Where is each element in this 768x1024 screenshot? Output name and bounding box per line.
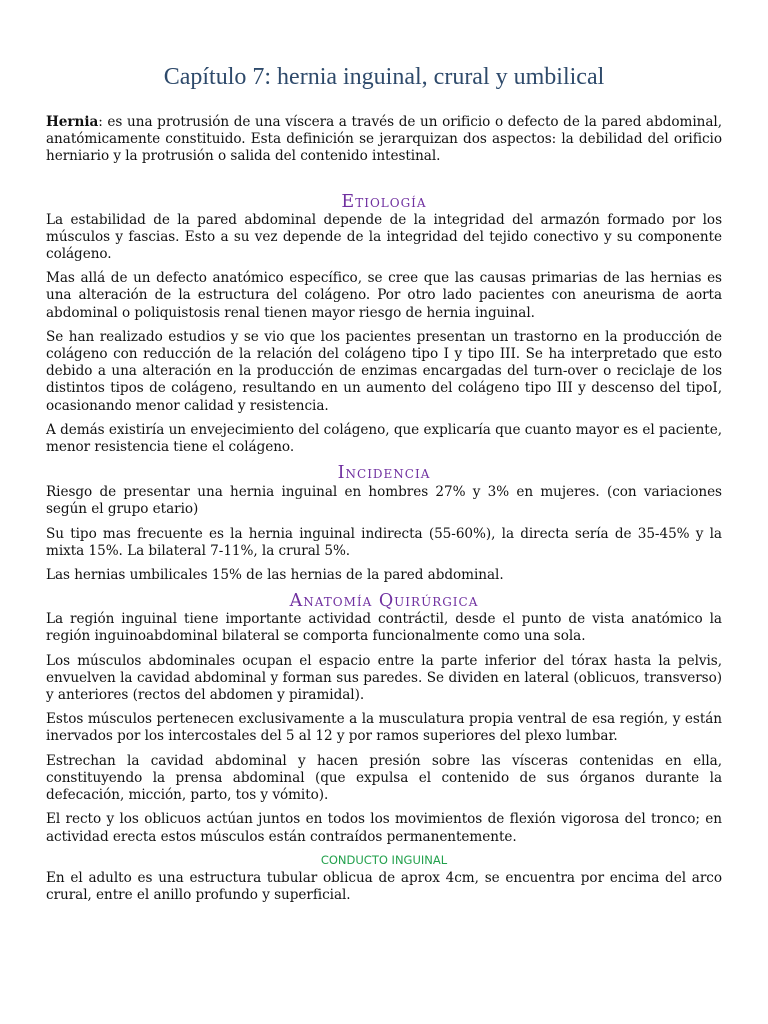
paragraph: El recto y los oblicuos actúan juntos en todos los movimientos de flexión vigorosa del tronco; en actividad erecta estos músculos están contraídos permanentemente. (46, 811, 722, 845)
paragraph: Su tipo mas frecuente es la hernia inguinal indirecta (55-60%), la directa sería de 35-45% y la mixta 15%. La bilateral 7-11%, la crural 5%. (46, 525, 722, 559)
paragraph: Se han realizado estudios y se vio que los pacientes presentan un trastorno en la producción de colágeno con reducción de la relación del colágeno tipo I y tipo III. Se ha interpretado que esto debido a una alteración en la producción de enzimas encargadas del turn-over o reciclaje de los distintos tipos de colágeno, resultando en un aumento del colágeno tipo III y descenso del tipoI, ocasionando menor calidad y resistencia. (46, 328, 722, 414)
paragraph: Las hernias umbilicales 15% de las hernias de la pared abdominal. (46, 567, 504, 584)
paragraph: Los músculos abdominales ocupan el espacio entre la parte inferior del tórax hasta la pelvis, envuelven la cavidad abdominal y forman sus paredes. Se dividen en lateral (oblicuos, transverso) y anteriores (rectos del abdomen y piramidal). (46, 652, 722, 704)
paragraph: En el adulto es una estructura tubular oblicua de aprox 4cm, se encuentra por encima del arco crural, entre el anillo profundo y superficial. (46, 869, 722, 903)
page-title: Capítulo 7: hernia inguinal, crural y umbilical (163, 64, 605, 90)
paragraph: La estabilidad de la pared abdominal depende de la integridad del armazón formado por los músculos y fascias. Esto a su vez depende de la integridad del tejido conectivo y su componente colágeno. (46, 211, 722, 263)
document-page (46, 62, 722, 911)
section-heading-anatomia: Anatomía Quirúrgica (289, 591, 479, 612)
paragraph: Estrechan la cavidad abdominal y hacen presión sobre las vísceras contenidas en ella, constituyendo la prensa abdominal (que expulsa el contenido de sus órganos durante la defecación, micción, parto, tos y vómito). (46, 752, 722, 804)
paragraph: La región inguinal tiene importante actividad contráctil, desde el punto de vista anatómico la región inguinoabdominal bilateral se comporta funcionalmente como una sola. (46, 611, 722, 645)
paragraph: Riesgo de presentar una hernia inguinal en hombres 27% y 3% en mujeres. (con variaciones según el grupo etario) (46, 484, 722, 518)
paragraph: Mas allá de un defecto anatómico específico, se cree que las causas primarias de las hernias es una alteración de la estructura del colágeno. Por otro lado pacientes con aneurisma de aorta abdominal o poliquistosis renal tienen mayor riesgo de hernia inguinal. (46, 270, 722, 321)
intro-paragraph (46, 114, 722, 166)
intro-text: : es una protrusión de una víscera a través de un orificio o defecto de la pared abdominal, anatómicamente constituido. Esta definición se jerarquizan dos aspectos: la debilidad del orificio herniario y la protrusión o salida del contenido intestinal. (46, 114, 722, 165)
intro-term: Hernia (46, 114, 99, 130)
section-heading-etiologia: Etiología (341, 191, 427, 212)
paragraph: A demás existiría un envejecimiento del colágeno, que explicaría que cuanto mayor es el paciente, menor resistencia tiene el colágeno. (46, 421, 722, 456)
subsection-heading-conducto-inguinal: CONDUCTO INGUINAL (320, 852, 448, 867)
section-heading-incidencia: Incidencia (337, 463, 431, 484)
paragraph: Estos músculos pertenecen exclusivamente a la musculatura propia ventral de esa región, y están inervados por los intercostales del 5 al 12 y por ramos superiores del plexo lumbar. (46, 711, 722, 745)
